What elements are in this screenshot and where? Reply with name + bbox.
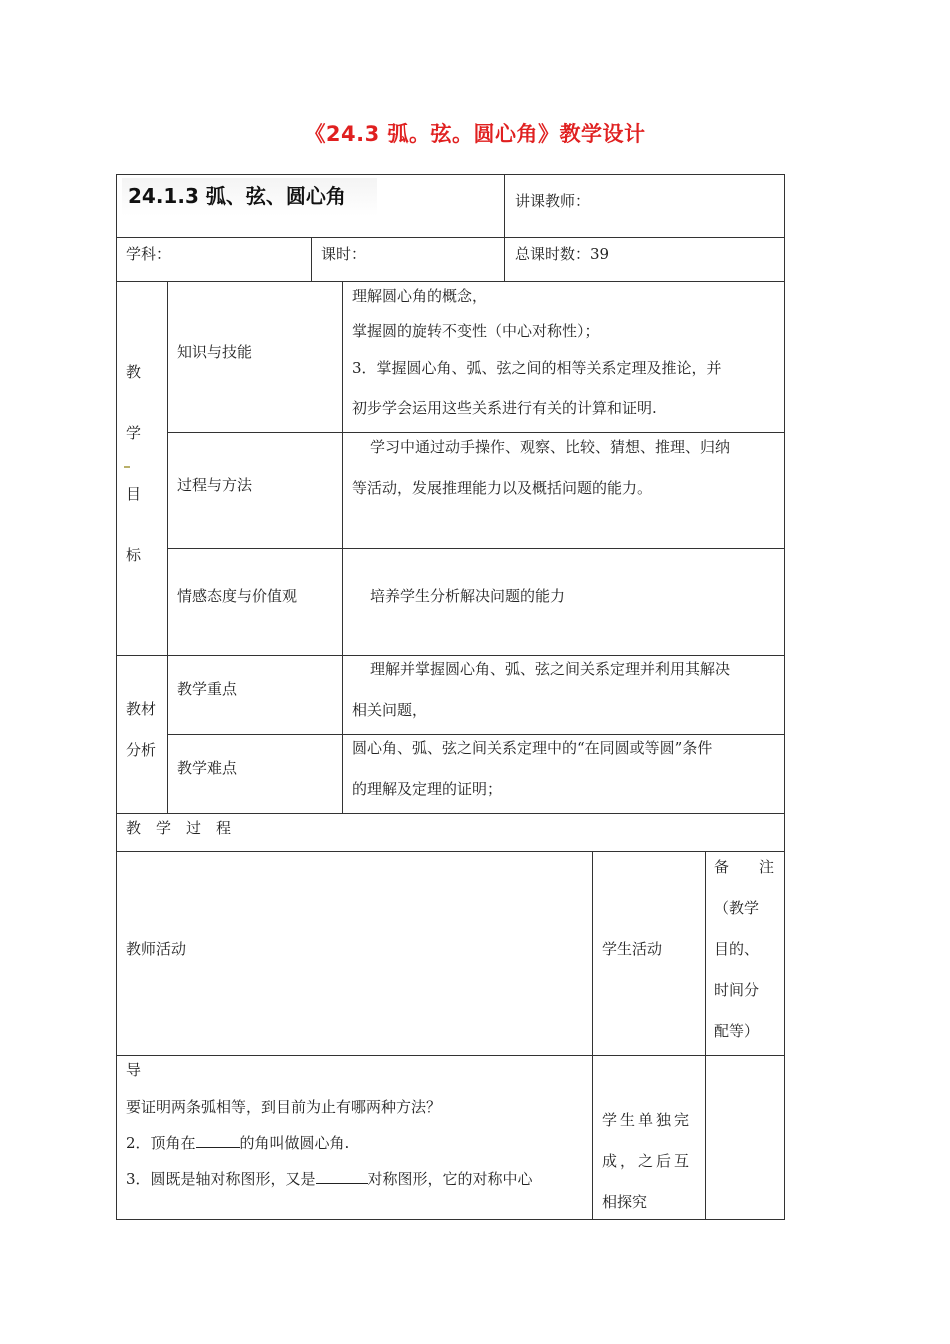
process-body-line [126, 1169, 533, 1188]
fill-in-blank [316, 1169, 368, 1184]
objectives-label-char: 目 [126, 485, 142, 503]
col-divider [592, 851, 593, 1220]
process-body-line [126, 1133, 349, 1152]
student-activity-line: 相探究 [602, 1193, 648, 1211]
objective-knowledge-line: 掌握圆的旋转不变性（中心对称性）； [352, 322, 600, 340]
process-body-line: 要证明两条弧相等，到目前为止有哪两种方法？ [126, 1098, 442, 1116]
objective-knowledge-line: 3．掌握圆心角、弧、弦之间的相等关系定理及推论，并 [352, 359, 722, 377]
notes-header-line: 备 注 [714, 858, 775, 876]
notes-header-line: （教学 [714, 899, 760, 917]
objective-process-line: 学习中通过动手操作、观察、比较、猜想、推理、归纳 [370, 438, 731, 456]
total-periods-label: 总课时数：39 [515, 245, 610, 263]
analysis-label-line: 教材 [126, 700, 157, 718]
objective-knowledge-name: 知识与技能 [177, 343, 253, 361]
analysis-label-line: 分析 [126, 741, 157, 759]
difficulty-line: 的理解及定理的证明； [352, 780, 503, 798]
table-border-bottom [116, 1219, 785, 1220]
row-divider [116, 851, 785, 852]
lesson-heading-image [122, 178, 377, 216]
objective-knowledge-line: 理解圆心角的概念， [352, 287, 488, 305]
col-divider [311, 237, 312, 282]
notes-header-line: 配等） [714, 1022, 760, 1040]
col-divider [705, 851, 706, 1220]
table-border-left [116, 174, 117, 1220]
row-divider [116, 1055, 785, 1056]
key-point-line: 相关问题， [352, 701, 428, 719]
process-body-line: 导 [126, 1061, 142, 1079]
difficulty-name: 教学难点 [177, 759, 238, 777]
notes-header-line: 目的、 [714, 940, 760, 958]
col-divider [504, 174, 505, 282]
objective-knowledge-line: 初步学会运用这些关系进行有关的计算和证明. [352, 399, 657, 417]
row-divider [116, 655, 785, 656]
objective-attitude-line: 培养学生分析解决问题的能力 [370, 587, 566, 605]
process-body-text: 2．顶角在 [126, 1134, 196, 1152]
objective-process-name: 过程与方法 [177, 476, 253, 494]
row-divider [167, 432, 785, 433]
process-header: 教 学 过 程 [126, 819, 232, 837]
objectives-label-char: 标 [126, 546, 142, 564]
scan-mark [124, 466, 130, 468]
lesson-heading-text: 24.1.3 弧、弦、圆心角 [128, 184, 346, 208]
student-activity-header: 学生活动 [602, 940, 663, 958]
objectives-label-char: 教 [126, 363, 142, 381]
notes-header-line: 时间分 [714, 981, 760, 999]
fill-in-blank [196, 1133, 240, 1148]
process-body-text: 的角叫做圆心角. [239, 1134, 350, 1152]
objective-attitude-name: 情感态度与价值观 [177, 587, 298, 605]
teacher-label: 讲课教师： [515, 192, 591, 210]
document-title: 《24.3 弧。弦。圆心角》教学设计 [304, 122, 646, 146]
period-label: 课时： [321, 245, 367, 263]
objective-process-line: 等活动，发展推理能力以及概括问题的能力。 [352, 479, 653, 497]
subject-label: 学科： [126, 245, 172, 263]
table-border-top [116, 174, 785, 175]
row-divider [167, 734, 785, 735]
teacher-activity-header: 教师活动 [126, 940, 187, 958]
process-body-text: 对称图形，它的对称中心 [367, 1170, 533, 1188]
row-divider [116, 237, 785, 238]
process-body-text: 3．圆既是轴对称图形，又是 [126, 1170, 316, 1188]
student-activity-line: 学生单独完 [602, 1111, 693, 1129]
table-border-right [784, 174, 785, 1220]
row-divider [116, 281, 785, 282]
key-point-line: 理解并掌握圆心角、弧、弦之间关系定理并利用其解决 [370, 660, 731, 678]
student-activity-line: 成，之后互 [602, 1152, 693, 1170]
row-divider [167, 548, 785, 549]
objectives-label-char: 学 [126, 424, 142, 442]
row-divider [116, 813, 785, 814]
key-point-name: 教学重点 [177, 680, 238, 698]
difficulty-line: 圆心角、弧、弦之间关系定理中的“在同圆或等圆”条件 [352, 739, 713, 757]
